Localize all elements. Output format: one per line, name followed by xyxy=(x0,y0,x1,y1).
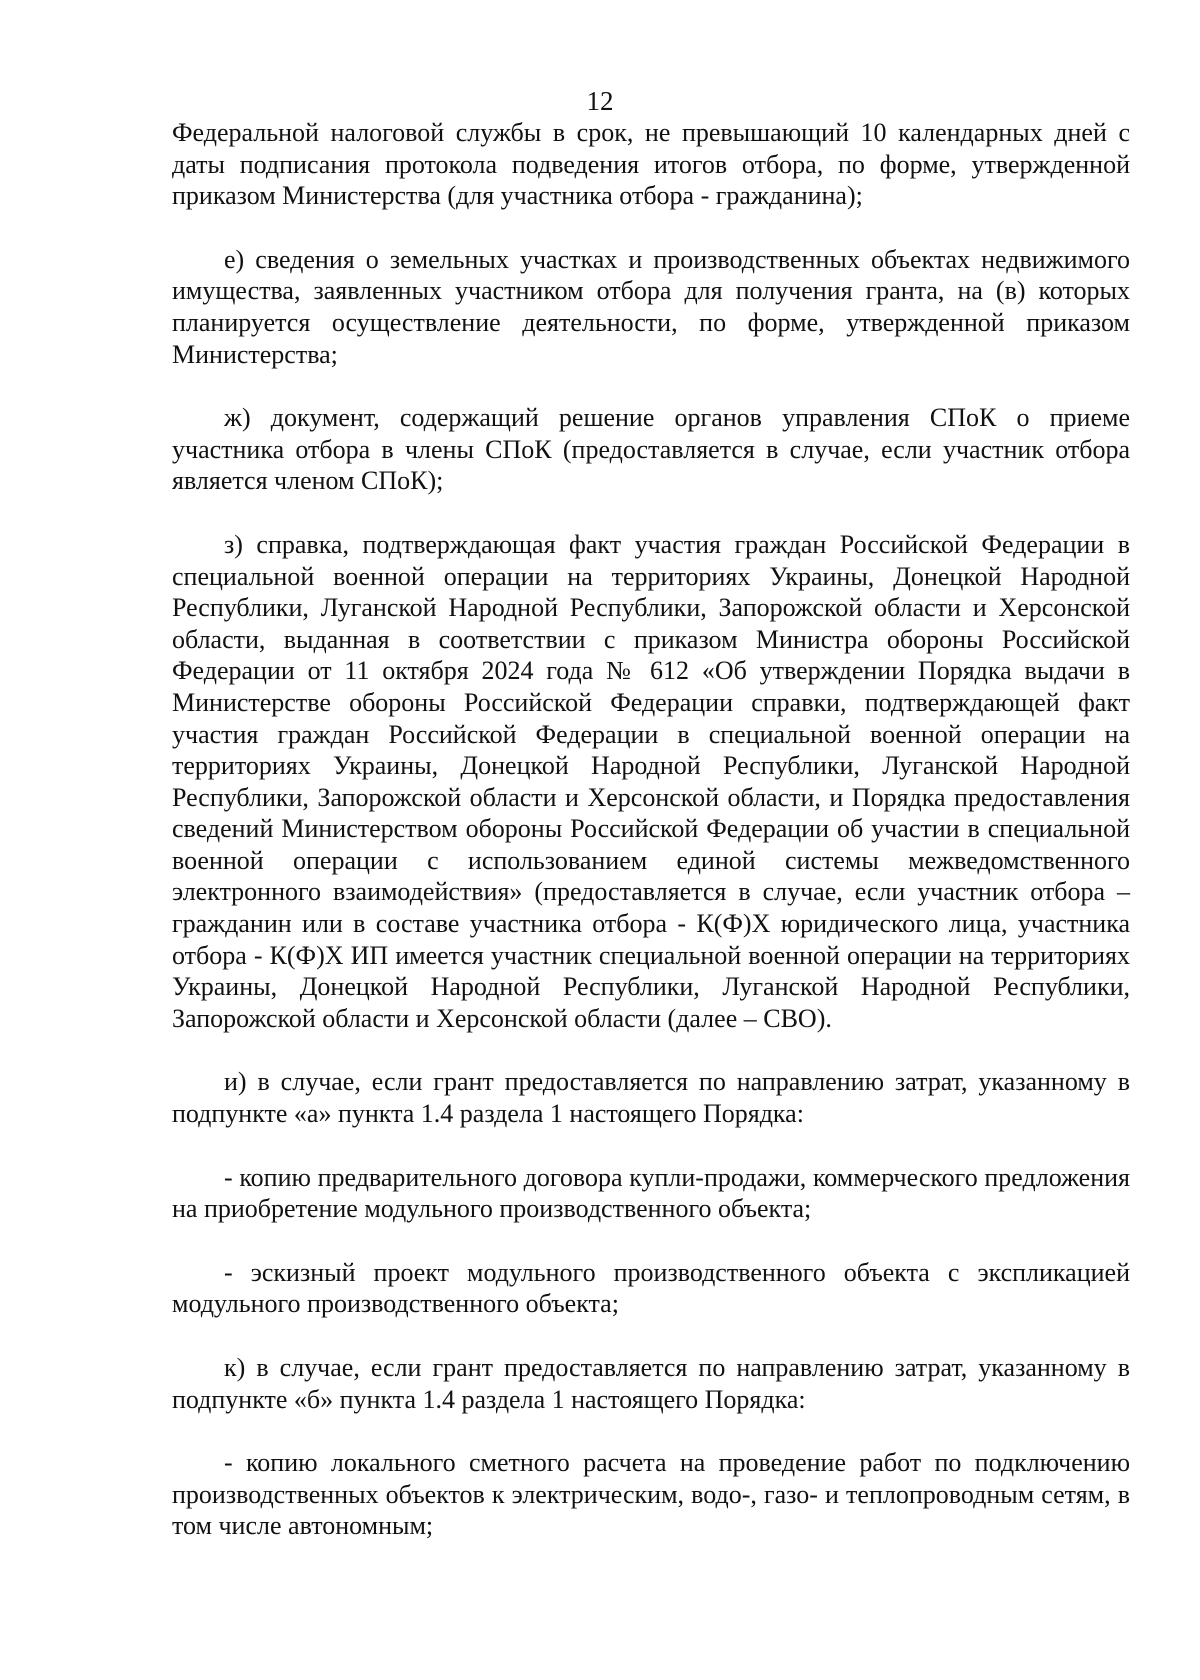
paragraph-item-zh: ж) документ, содержащий решение органов управления СПоК о приеме участника отбора в члены СПоК (предоставляется в случае, если участник отбора является членом СПоК); xyxy=(172,403,1130,496)
paragraph-item-e: е) сведения о земельных участках и производственных объектах недвижимого имущества, заявленных участником отбора для получения гранта, на (в) которых планируется осуществление деятельности, по форме, утвержденной приказом Министерства; xyxy=(172,244,1130,369)
paragraph-continuation: Федеральной налоговой службы в срок, не превышающий 10 календарных дней с даты подписания протокола подведения итогов отбора, по форме, утвержденной приказом Министерства (для участника отбора - гражданина); xyxy=(172,118,1130,211)
paragraph-bullet-sketch-project: - эскизный проект модульного производственного объекта с экспликацией модульного производственного объекта; xyxy=(172,1257,1130,1319)
page-number: 12 xyxy=(586,86,614,116)
paragraph-item-k: к) в случае, если грант предоставляется по направлению затрат, указанному в подпункте «б» пункта 1.4 раздела 1 настоящего Порядка: xyxy=(172,1353,1130,1414)
paragraph-item-z: з) справка, подтверждающая факт участия граждан Российской Федерации в специальной военной операции на территориях Украины, Донецкой Народной Республики, Луганской Народной Республики, Запорожской области и Херсонской области, выданная в соответствии с приказом Министра обороны Российской Федерации от 11 октября 2024 года № 612 «Об утверждении Порядка выдачи в Министерстве обороны Российской Федерации справки, подтверждающей факт участия граждан Российской Федерации в специальной военной операции на территориях Украины, Донецкой Народной Республики, Луганской Народной Республики, Запорожской области и Херсонской области, и Порядка предоставления сведений Министерством обороны Российской Федерации об участии в специальной военной операции с использованием единой системы межведомственного электронного взаимодействия» (предоставляется в случае, если участник отбора – гражданин или в составе участника отбора - К(Ф)Х юридического лица, участника отбора - К(Ф)Х ИП имеется участник специальной военной операции на территориях Украины, Донецкой Народной Республики, Луганской Народной Республики, Запорожской области и Херсонской области (далее – СВО). xyxy=(172,529,1130,1033)
paragraph-item-i: и) в случае, если грант предоставляется по направлению затрат, указанному в подпункте «а» пункта 1.4 раздела 1 настоящего Порядка: xyxy=(172,1067,1130,1129)
document-body xyxy=(172,117,1130,1574)
paragraph-bullet-cost-estimate: - копию локального сметного расчета на проведение работ по подключению производственных объектов к электрическим, водо-, газо- и теплопроводным сетям, в том числе автономным; xyxy=(172,1448,1130,1541)
paragraph-bullet-copy-contract: - копию предварительного договора купли-продажи, коммерческого предложения на приобретение модульного производственного объекта; xyxy=(172,1162,1130,1224)
